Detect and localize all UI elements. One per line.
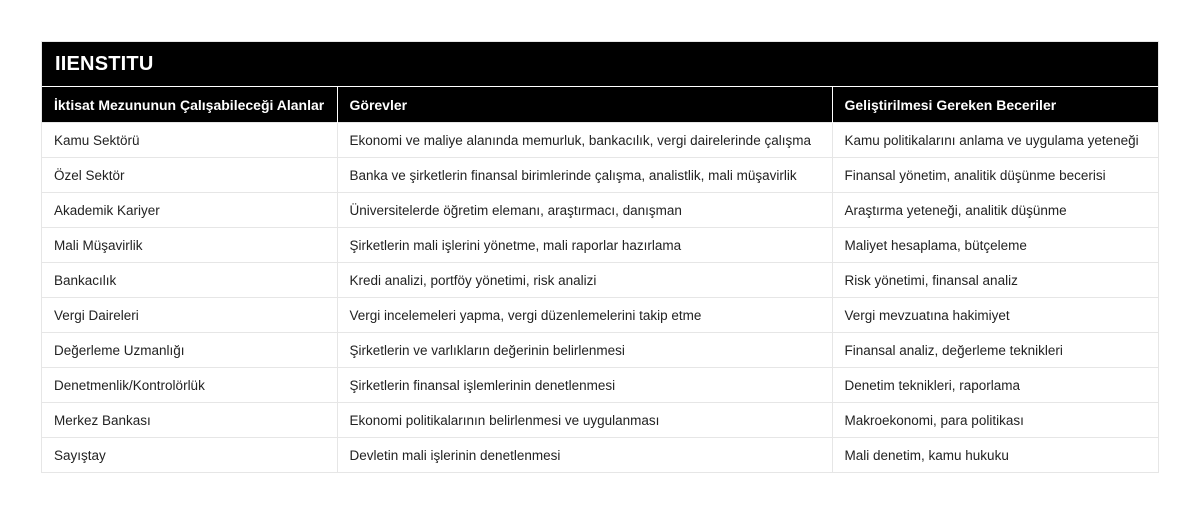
cell-skills: Finansal yönetim, analitik düşünme becerisi: [832, 158, 1158, 193]
table-row: [42, 403, 1158, 438]
cell-skills: Kamu politikalarını anlama ve uygulama yeteneği: [832, 123, 1158, 158]
career-table: [42, 42, 1158, 472]
cell-skills: Maliyet hesaplama, bütçeleme: [832, 228, 1158, 263]
header-skills: Geliştirilmesi Gereken Beceriler: [832, 87, 1158, 123]
cell-duties: Ekonomi politikalarının belirlenmesi ve uygulanması: [337, 403, 832, 438]
cell-area: Merkez Bankası: [42, 403, 337, 438]
cell-skills: Finansal analiz, değerleme teknikleri: [832, 333, 1158, 368]
cell-skills: Denetim teknikleri, raporlama: [832, 368, 1158, 403]
cell-duties: Banka ve şirketlerin finansal birimlerinde çalışma, analistlik, mali müşavirlik: [337, 158, 832, 193]
table-title-row: [42, 42, 1158, 87]
cell-area: Kamu Sektörü: [42, 123, 337, 158]
table-row: [42, 123, 1158, 158]
table-row: [42, 333, 1158, 368]
cell-skills: Makroekonomi, para politikası: [832, 403, 1158, 438]
career-table-container: [41, 41, 1159, 473]
cell-area: Değerleme Uzmanlığı: [42, 333, 337, 368]
cell-area: Akademik Kariyer: [42, 193, 337, 228]
cell-area: Bankacılık: [42, 263, 337, 298]
header-areas: İktisat Mezununun Çalışabileceği Alanlar: [42, 87, 337, 123]
cell-duties: Devletin mali işlerinin denetlenmesi: [337, 438, 832, 473]
header-duties: Görevler: [337, 87, 832, 123]
cell-skills: Risk yönetimi, finansal analiz: [832, 263, 1158, 298]
table-title: IIENSTITU: [42, 42, 1158, 87]
table-row: [42, 438, 1158, 473]
cell-skills: Mali denetim, kamu hukuku: [832, 438, 1158, 473]
table-row: [42, 263, 1158, 298]
cell-duties: Ekonomi ve maliye alanında memurluk, bankacılık, vergi dairelerinde çalışma: [337, 123, 832, 158]
cell-duties: Üniversitelerde öğretim elemanı, araştırmacı, danışman: [337, 193, 832, 228]
cell-duties: Şirketlerin finansal işlemlerinin denetlenmesi: [337, 368, 832, 403]
table-row: [42, 368, 1158, 403]
cell-area: Özel Sektör: [42, 158, 337, 193]
cell-skills: Vergi mevzuatına hakimiyet: [832, 298, 1158, 333]
table-row: [42, 158, 1158, 193]
cell-duties: Kredi analizi, portföy yönetimi, risk analizi: [337, 263, 832, 298]
cell-skills: Araştırma yeteneği, analitik düşünme: [832, 193, 1158, 228]
table-row: [42, 228, 1158, 263]
table-row: [42, 193, 1158, 228]
table-row: [42, 298, 1158, 333]
cell-area: Mali Müşavirlik: [42, 228, 337, 263]
cell-duties: Vergi incelemeleri yapma, vergi düzenlemelerini takip etme: [337, 298, 832, 333]
cell-duties: Şirketlerin mali işlerini yönetme, mali raporlar hazırlama: [337, 228, 832, 263]
cell-area: Denetmenlik/Kontrolörlük: [42, 368, 337, 403]
cell-duties: Şirketlerin ve varlıkların değerinin belirlenmesi: [337, 333, 832, 368]
table-header-row: [42, 87, 1158, 123]
cell-area: Vergi Daireleri: [42, 298, 337, 333]
cell-area: Sayıştay: [42, 438, 337, 473]
